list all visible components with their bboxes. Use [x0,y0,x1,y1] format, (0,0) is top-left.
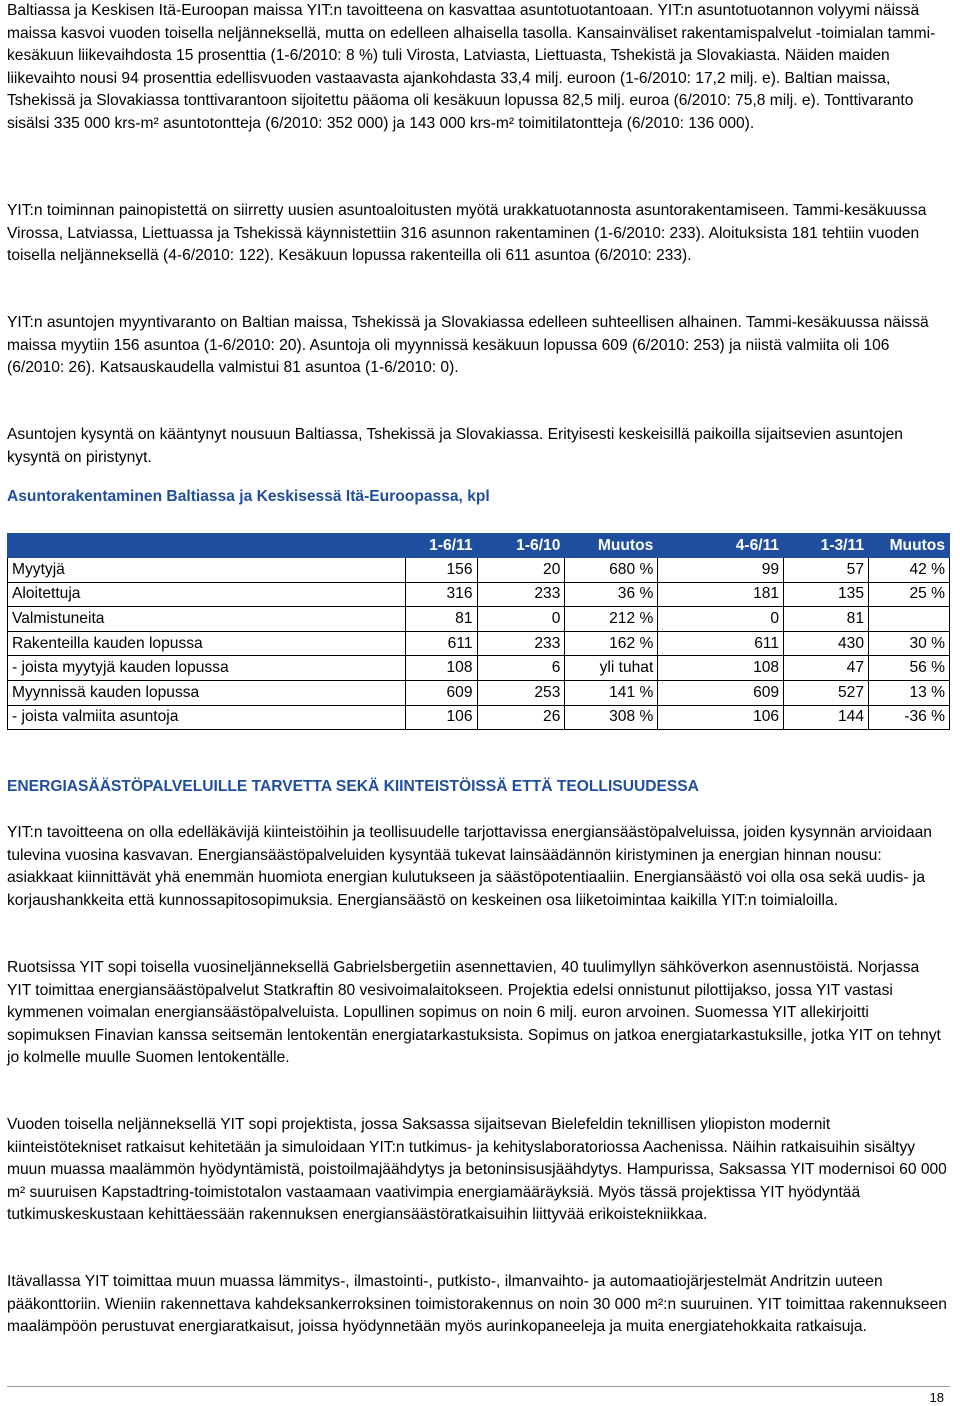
footer-divider [7,1386,950,1387]
section-heading-energy: ENERGIASÄÄSTÖPALVELUILLE TARVETTA SEKÄ KIINTEISTÖISSÄ ETTÄ TEOLLISUUDESSA [7,778,699,795]
table-row [8,631,950,656]
table-cell: 26 [477,705,565,730]
table-row [8,607,950,632]
table-cell: 611 [405,631,477,656]
table-cell: - joista myytyjä kauden lopussa [8,656,406,681]
table-cell: 20 [477,558,565,583]
table-cell: Aloitettuja [8,582,406,607]
table-header-cell: 1-6/10 [477,534,565,558]
paragraph-baltic-overview: Baltiassa ja Keskisen Itä-Euroopan maissa YIT:n tavoitteena on kasvattaa asuntotuotantoaan. YIT:n asuntotuotannon volyymi näissä maissa kasvoi vuoden toisella neljänneksellä, mutta on edelleen alhaisella tasolla. Kansainväliset rakentamispalvelut -toimialan tammi-kesäkuun liikevaihdosta 15 prosenttia (1-6/2010: 8 %) tuli Virosta, Latviasta, Liettuasta, Tshekistä ja Slovakiasta. Näiden maiden liikevaihto nousi 94 prosenttia edellisvuoden vastaavasta ajankohdasta 33,4 milj. euroon (1-6/2010: 17,2 milj. e). Baltian maissa, Tshekissä ja Slovakiassa tonttivarantoon sijoitettu pääoma oli kesäkuun lopussa 82,5 milj. euroa (6/2010: 75,8 milj. e). Tonttivaranto sisälsi 335 000 krs-m² asuntotontteja (6/2010: 352 000) ja 143 000 krs-m² toimitilatontteja (6/2010: 136 000). [7,2,936,132]
table-cell: 609 [405,680,477,705]
table-cell: 308 % [565,705,658,730]
paragraph-sales-inventory: YIT:n asuntojen myyntivaranto on Baltian maissa, Tshekissä ja Slovakiassa edelleen suhteellisen alhainen. Tammi-kesäkuussa näissä maissa myytiin 156 asuntoa (1-6/2010: 20). Asuntoja oli myynnissä kesäkuun lopussa 609 (6/2010: 253) ja niistä valmiita oli 106 (6/2010: 26). Katsauskaudella valmistui 81 asuntoa (1-6/2010: 0). [7,314,929,377]
table-cell: Valmistuneita [8,607,406,632]
table-cell: 36 % [565,582,658,607]
table-cell: 56 % [869,656,950,681]
table-cell: 106 [405,705,477,730]
table-cell: 0 [477,607,565,632]
table-header-cell: 1-6/11 [405,534,477,558]
table-cell: 30 % [869,631,950,656]
housing-table [7,533,950,730]
table-header-row [8,534,950,558]
table-title: Asuntorakentaminen Baltiassa ja Keskisessä Itä-Euroopassa, kpl [7,488,490,505]
table-row [8,656,950,681]
table-cell: 233 [477,582,565,607]
table-cell: 144 [784,705,869,730]
table-cell: 141 % [565,680,658,705]
paragraph-nordic-projects: Ruotsissa YIT sopi toisella vuosineljänneksellä Gabrielsbergetiin asennettavien, 40 tuulimyllyn sähköverkon asennustöistä. Norjassa YIT toimittaa energiansäästöpalvelut Statkraftin 80 vesivoimalaitokseen. Projektia edelsi onnistunut pilottijakso, jossa YIT vastasi kymmenen voimalan energiansäästöpalveluista. Lopullinen sopimus on noin 6 milj. euron arvoinen. Suomessa YIT allekirjoitti sopimuksen Finavian kanssa seitsemän lentokentän energiatarkastuksista. Sopimus on jatkoa energiatarkastuksille, jotka YIT on tehnyt jo kolmelle muulle Suomen lentokentälle. [7,959,941,1067]
paragraph-housing-starts: YIT:n toiminnan painopistettä on siirretty uusien asuntoaloitusten myötä urakkatuotannosta asuntorakentamiseen. Tammi-kesäkuussa Virossa, Latviassa, Liettuassa ja Tshekissä käynnistettiin 316 asunnon rakentaminen (1-6/2010: 233). Aloituksista 181 tehtiin vuoden toisella neljänneksellä (4-6/2010: 122). Kesäkuun lopussa rakenteilla oli 611 asuntoa (6/2010: 233). [7,202,927,265]
table-cell: 527 [784,680,869,705]
table-cell: yli tuhat [565,656,658,681]
table-cell: - joista valmiita asuntoja [8,705,406,730]
table-cell: 253 [477,680,565,705]
table-cell: 108 [658,656,784,681]
paragraph-germany-projects: Vuoden toisella neljänneksellä YIT sopi projektista, jossa Saksassa sijaitsevan Bielefeldin teknillisen yliopiston modernit kiinteistötekniset ratkaisut kehitetään ja simuloidaan YIT:n tutkimus- ja kehityslaboratoriossa Aachenissa. Näihin ratkaisuihin sisältyy muun muassa maalämmön hyödyntämistä, poistoilmajäähdytys ja betoninsisusjäähdytys. Hampurissa, Saksassa YIT modernisoi 60 000 m² suuruisen Kapstadtring-toimistotalon vastaamaan vaativimpia energiamääräyksiä. Myös tässä projektissa YIT hyödyntää tutkimuskeskustaan kehittäessään rakennuksen energiansäästöratkaisuihin liittyvää erikoistekniikkaa. [7,1116,947,1224]
table-header-cell: Muutos [565,534,658,558]
table-cell: 156 [405,558,477,583]
table-cell: 57 [784,558,869,583]
table-cell: 0 [658,607,784,632]
table-cell: 233 [477,631,565,656]
table-cell: 99 [658,558,784,583]
table-cell: 135 [784,582,869,607]
table-cell: 108 [405,656,477,681]
table-cell: 181 [658,582,784,607]
paragraph-demand: Asuntojen kysyntä on kääntynyt nousuun Baltiassa, Tshekissä ja Slovakiassa. Erityisesti keskeisillä paikoilla sijaitsevien asuntojen kysyntä on piristynyt. [7,426,903,466]
table-cell: 81 [405,607,477,632]
table-cell: Myynnissä kauden lopussa [8,680,406,705]
table-cell [869,607,950,632]
table-cell: 609 [658,680,784,705]
table-cell: 6 [477,656,565,681]
page-number: 18 [929,1390,944,1405]
table-row [8,558,950,583]
table-cell: 13 % [869,680,950,705]
table-cell: 106 [658,705,784,730]
table-cell: 81 [784,607,869,632]
table-cell: Rakenteilla kauden lopussa [8,631,406,656]
table-header-cell: 1-3/11 [784,534,869,558]
table-cell: 316 [405,582,477,607]
table-cell: Myytyjä [8,558,406,583]
table-header-cell [8,534,406,558]
table-cell: 25 % [869,582,950,607]
table-cell: 47 [784,656,869,681]
table-cell: 611 [658,631,784,656]
table-cell: 162 % [565,631,658,656]
table-cell: 42 % [869,558,950,583]
table-row [8,705,950,730]
table-row [8,680,950,705]
table-header-cell: 4-6/11 [658,534,784,558]
table-cell: 680 % [565,558,658,583]
paragraph-austria-project: Itävallassa YIT toimittaa muun muassa lämmitys-, ilmastointi-, putkisto-, ilmanvaihto- ja automaatiojärjestelmät Andritzin uuteen pääkonttoriin. Wieniin rakennettava kahdeksankerroksinen toimistorakennus on noin 30 000 m²:n suuruinen. YIT toimittaa rakennukseen maalämpöön perustuvat energiaratkaisut, joissa hyödynnetään myös aurinkopaneeleja ja muita energiatehokkaita ratkaisuja. [7,1273,947,1336]
table-cell: 212 % [565,607,658,632]
table-cell: 430 [784,631,869,656]
paragraph-energy-goal: YIT:n tavoitteena on olla edelläkävijä kiinteistöihin ja teollisuudelle tarjottavissa energiansäästöpalveluissa, joiden kysynnän arvioidaan tulevina vuosina kasvavan. Energiansäästöpalveluiden kysyntää tukevat lainsäädännön kiristyminen ja energian hinnan nousu: asiakkaat kiinnittävät yhä enemmän huomiota energian kulutukseen ja säästöpotentiaaliin. Energiansäästö voi olla osa sekä uudis- ja korjaushankkeita että kunnossapitosopimuksia. Energiansäästö on keskeinen osa liiketoimintaa kaikilla YIT:n toimialoilla. [7,824,932,909]
table-header-cell: Muutos [869,534,950,558]
table-row [8,582,950,607]
table-cell: -36 % [869,705,950,730]
